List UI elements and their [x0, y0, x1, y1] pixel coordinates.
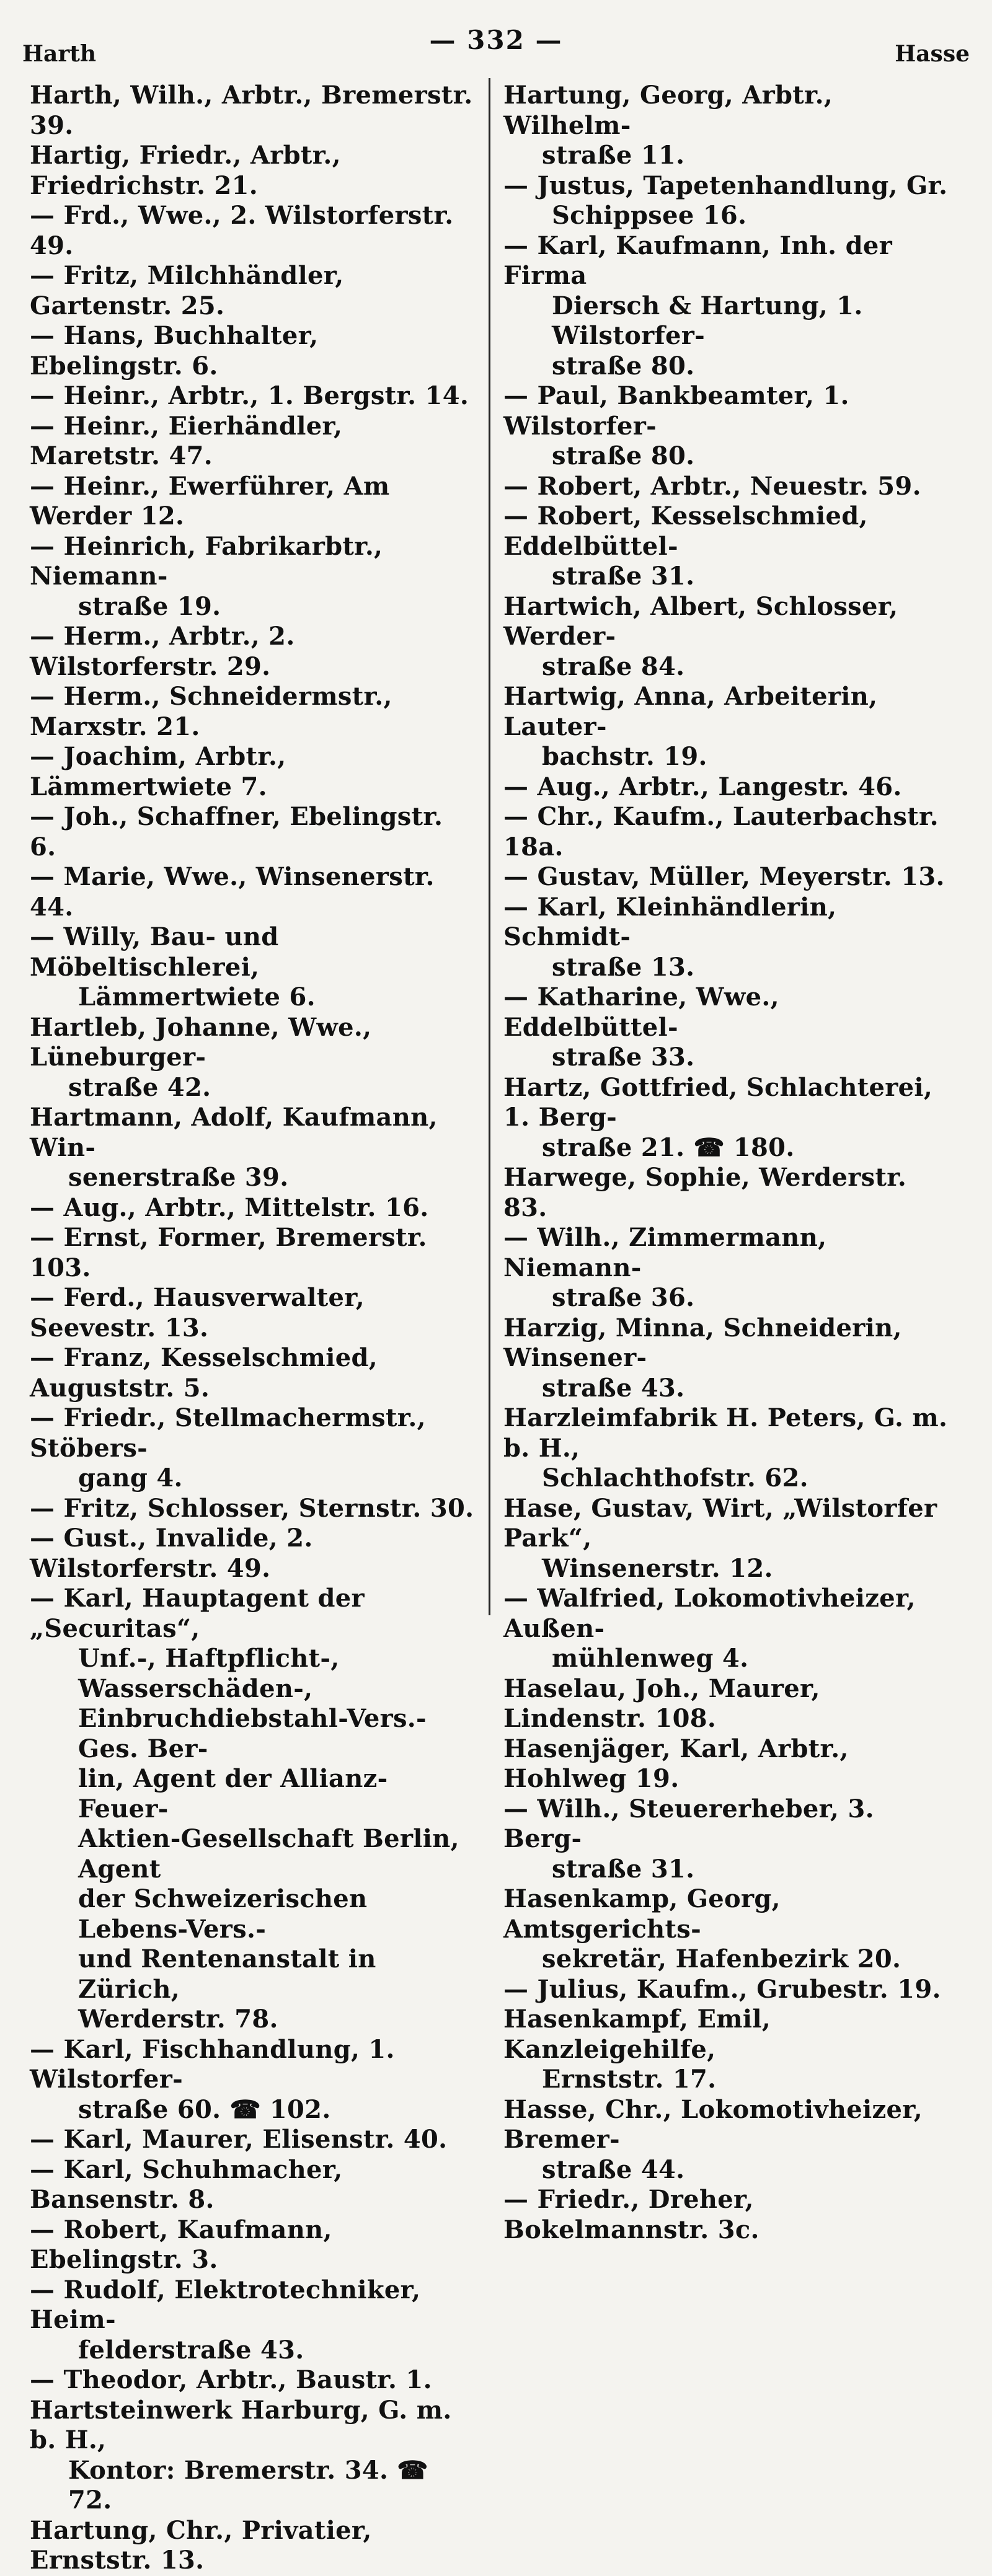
- entry-line: — Gustav, Müller, Meyerstr. 13.: [503, 862, 949, 893]
- directory-entry: [30, 622, 475, 682]
- directory-entry: [503, 592, 949, 682]
- directory-entry: [503, 682, 949, 772]
- directory-entry: [503, 982, 949, 1073]
- entry-line: — Frd., Wwe., 2. Wilstorferstr. 49.: [30, 201, 475, 261]
- entry-line: — Ernst, Former, Bremerstr. 103.: [30, 1223, 475, 1283]
- entry-line: — Karl, Hauptagent der „Securitas“,: [30, 1584, 475, 1644]
- header-right-keyword: Hasse: [895, 41, 970, 67]
- entry-continuation-line: straße 31.: [552, 562, 695, 591]
- entry-line: — Theodor, Arbtr., Baustr. 1.: [30, 2365, 475, 2396]
- entry-line: — Hans, Buchhalter, Ebelingstr. 6.: [30, 321, 475, 381]
- entry-line: — Karl, Maurer, Elisenstr. 40.: [30, 2125, 475, 2155]
- directory-entry: [30, 1013, 475, 1103]
- entry-line: Harth, Wilh., Arbtr., Bremerstr. 39.: [30, 81, 473, 140]
- directory-entry: [30, 1494, 475, 1524]
- entry-continuation-line: straße 80.: [552, 441, 695, 470]
- directory-entry: [30, 2516, 475, 2576]
- directory-entry: [503, 2185, 949, 2245]
- entry-continuation-line: mühlenweg 4.: [552, 1644, 749, 1673]
- directory-entry: [30, 2396, 475, 2516]
- entry-continuation-line: straße 33.: [552, 1043, 695, 1072]
- left-column: [30, 81, 475, 2576]
- directory-entry: [30, 321, 475, 381]
- directory-entry: [503, 802, 949, 862]
- directory-entry: [503, 472, 949, 502]
- entry-continuation-line: straße 21. ☎ 180.: [542, 1132, 795, 1162]
- directory-entry: [503, 1674, 949, 1734]
- entry-line: — Karl, Schuhmacher, Bansenstr. 8.: [30, 2155, 475, 2215]
- directory-entry: [503, 1223, 949, 1313]
- entry-line: Hase, Gustav, Wirt, „Wilstorfer Park“,: [503, 1493, 937, 1553]
- directory-entry: [30, 472, 475, 532]
- entry-continuation-line: Lämmertwiete 6.: [78, 982, 316, 1012]
- entry-line: — Willy, Bau- und Möbeltischlerei,: [30, 922, 475, 982]
- entry-line: Harzig, Minna, Schneiderin, Winsener-: [503, 1313, 902, 1372]
- entry-line: — Marie, Wwe., Winsenerstr. 44.: [30, 862, 475, 922]
- directory-entry: [503, 1163, 949, 1223]
- entry-continuation-line: Schlachthofstr. 62.: [542, 1463, 808, 1493]
- entry-line: Hartsteinwerk Harburg, G. m. b. H.,: [30, 2395, 452, 2455]
- entry-continuation-line: sekretär, Hafenbezirk 20.: [542, 1944, 901, 1974]
- entry-continuation-line: straße 31.: [552, 1854, 695, 1884]
- page-header: [0, 17, 992, 67]
- entry-line: — Rudolf, Elektrotechniker, Heim-: [30, 2275, 475, 2336]
- entry-continuation-line: straße 43.: [542, 1373, 685, 1403]
- directory-entry: [503, 893, 949, 983]
- entry-line: Hasse, Chr., Lokomotivheizer, Bremer-: [503, 2094, 923, 2154]
- directory-entry: [30, 1223, 475, 1283]
- directory-entry: [30, 862, 475, 922]
- entry-line: — Wilh., Steuererheber, 3. Berg-: [503, 1794, 949, 1855]
- entry-continuation-line: Aktien-Gesellschaft Berlin, Agent: [78, 1824, 459, 1884]
- entry-line: Hartung, Chr., Privatier, Ernststr. 13.: [30, 2515, 372, 2575]
- directory-entry: [30, 742, 475, 802]
- entry-line: Hartz, Gottfried, Schlachterei, 1. Berg-: [503, 1072, 933, 1132]
- entry-continuation-line: Diersch & Hartung, 1. Wilstorfer-: [552, 291, 863, 350]
- entry-continuation-line: Ernststr. 17.: [542, 2065, 717, 2094]
- directory-entry: [503, 1494, 949, 1584]
- entry-line: — Paul, Bankbeamter, 1. Wilstorfer-: [503, 381, 949, 441]
- entry-continuation-line: der Schweizerischen Lebens-Vers.-: [78, 1884, 368, 1944]
- directory-entry: [30, 2155, 475, 2215]
- entry-continuation-line: Schippsee 16.: [552, 201, 747, 230]
- directory-entry: [30, 1403, 475, 1494]
- directory-entry: [503, 1403, 949, 1494]
- directory-entry: [30, 2215, 475, 2275]
- entry-continuation-line: straße 11.: [542, 141, 685, 170]
- directory-entry: [503, 1584, 949, 1674]
- right-column: [503, 81, 949, 2245]
- entry-line: — Karl, Fischhandlung, 1. Wilstorfer-: [30, 2035, 475, 2095]
- entry-continuation-line: straße 44.: [542, 2155, 685, 2184]
- directory-entry: [30, 381, 475, 412]
- directory-entry: [30, 682, 475, 742]
- directory-entry: [30, 2035, 475, 2125]
- entry-continuation-line: Werderstr. 78.: [78, 2005, 278, 2034]
- directory-entry: [503, 501, 949, 592]
- entry-line: Hartig, Friedr., Arbtr., Friedrichstr. 21.: [30, 141, 341, 200]
- entry-line: — Walfried, Lokomotivheizer, Außen-: [503, 1584, 949, 1644]
- directory-entry: [30, 2125, 475, 2155]
- entry-line: Hasenjäger, Karl, Arbtr., Hohlweg 19.: [503, 1734, 849, 1793]
- entry-line: Hartung, Georg, Arbtr., Wilhelm-: [503, 81, 833, 140]
- directory-entry: [503, 231, 949, 382]
- directory-entry: [503, 772, 949, 803]
- directory-entry: [503, 1734, 949, 1794]
- directory-entry: [30, 922, 475, 1013]
- entry-line: — Justus, Tapetenhandlung, Gr.: [503, 171, 949, 201]
- entry-line: Hartmann, Adolf, Kaufmann, Win-: [30, 1103, 438, 1162]
- entry-continuation-line: straße 13.: [552, 952, 695, 982]
- entry-line: — Aug., Arbtr., Langestr. 46.: [503, 772, 949, 803]
- entry-line: — Herm., Schneidermstr., Marxstr. 21.: [30, 682, 475, 742]
- entry-continuation-line: straße 42.: [68, 1072, 211, 1102]
- entry-line: — Joh., Schaffner, Ebelingstr. 6.: [30, 802, 475, 862]
- entry-continuation-line: straße 84.: [542, 651, 685, 681]
- directory-entry: [503, 81, 949, 171]
- entry-continuation-line: Kontor: Bremerstr. 34. ☎ 72.: [68, 2455, 428, 2515]
- entry-line: — Heinr., Ewerführer, Am Werder 12.: [30, 472, 475, 532]
- entry-line: Hartwich, Albert, Schlosser, Werder-: [503, 591, 898, 651]
- directory-entry: [503, 2005, 949, 2095]
- directory-entry: [503, 171, 949, 231]
- header-left-keyword: Harth: [22, 41, 97, 67]
- entry-continuation-line: senerstraße 39.: [68, 1163, 289, 1192]
- entry-line: — Karl, Kleinhändlerin, Schmidt-: [503, 893, 949, 953]
- directory-entry: [30, 201, 475, 261]
- entry-line: — Wilh., Zimmermann, Niemann-: [503, 1223, 949, 1283]
- entry-line: — Friedr., Dreher, Bokelmannstr. 3c.: [503, 2185, 949, 2245]
- directory-entry: [503, 1975, 949, 2005]
- directory-entry: [30, 802, 475, 862]
- entry-line: — Aug., Arbtr., Mittelstr. 16.: [30, 1193, 475, 1224]
- entry-line: — Heinrich, Fabrikarbtr., Niemann-: [30, 532, 475, 592]
- entry-line: — Robert, Kaufmann, Ebelingstr. 3.: [30, 2215, 475, 2275]
- directory-entry: [30, 532, 475, 622]
- entry-continuation-line: bachstr. 19.: [542, 742, 707, 771]
- entry-continuation-line: Winsenerstr. 12.: [542, 1553, 773, 1583]
- entry-line: — Julius, Kaufm., Grubestr. 19.: [503, 1975, 949, 2005]
- directory-entry: [30, 412, 475, 472]
- entry-line: Harzleimfabrik H. Peters, G. m. b. H.,: [503, 1403, 948, 1463]
- directory-entry: [30, 261, 475, 321]
- directory-entry: [30, 141, 475, 201]
- entry-line: — Joachim, Arbtr., Lämmertwiete 7.: [30, 742, 475, 802]
- column-divider: [489, 78, 490, 1615]
- entry-line: — Heinr., Eierhändler, Maretstr. 47.: [30, 412, 475, 472]
- entry-continuation-line: gang 4.: [78, 1463, 183, 1493]
- directory-entry: [30, 1283, 475, 1343]
- entry-line: — Katharine, Wwe., Eddelbüttel-: [503, 982, 949, 1043]
- entry-continuation-line: Unf.-, Haftpflicht-, Wasserschäden-,: [78, 1644, 340, 1703]
- directory-entry: [30, 81, 475, 141]
- entry-continuation-line: straße 80.: [552, 351, 695, 381]
- directory-entry: [503, 1794, 949, 1885]
- directory-entry: [30, 1584, 475, 2035]
- entry-line: — Heinr., Arbtr., 1. Bergstr. 14.: [30, 381, 475, 412]
- entry-continuation-line: Einbruchdiebstahl-Vers.-Ges. Ber-: [78, 1704, 427, 1763]
- entry-continuation-line: lin, Agent der Allianz-Feuer-: [78, 1764, 388, 1824]
- entry-line: — Franz, Kesselschmied, Auguststr. 5.: [30, 1343, 475, 1403]
- entry-continuation-line: und Rentenanstalt in Zürich,: [78, 1944, 376, 2004]
- entry-line: — Robert, Arbtr., Neuestr. 59.: [503, 472, 949, 502]
- entry-line: — Fritz, Milchhändler, Gartenstr. 25.: [30, 261, 475, 321]
- entry-line: Hartwig, Anna, Arbeiterin, Lauter-: [503, 682, 878, 741]
- directory-entry: [30, 1193, 475, 1224]
- entry-line: — Ferd., Hausverwalter, Seevestr. 13.: [30, 1283, 475, 1343]
- entry-continuation-line: felderstraße 43.: [78, 2335, 304, 2365]
- directory-entry: [30, 1103, 475, 1193]
- entry-line: — Gust., Invalide, 2. Wilstorferstr. 49.: [30, 1524, 475, 1584]
- directory-entry: [503, 381, 949, 472]
- entry-line: — Robert, Kesselschmied, Eddelbüttel-: [503, 501, 949, 562]
- entry-line: — Fritz, Schlosser, Sternstr. 30.: [30, 1494, 475, 1524]
- entry-continuation-line: straße 36.: [552, 1283, 695, 1312]
- entry-line: — Friedr., Stellmachermstr., Stöbers-: [30, 1403, 475, 1463]
- directory-entry: [503, 862, 949, 893]
- directory-entry: [30, 1524, 475, 1584]
- entry-line: — Karl, Kaufmann, Inh. der Firma: [503, 231, 949, 291]
- entry-line: Harwege, Sophie, Werderstr. 83.: [503, 1163, 907, 1222]
- entry-line: — Herm., Arbtr., 2. Wilstorferstr. 29.: [30, 622, 475, 682]
- entry-line: Hasenkamp, Georg, Amtsgerichts-: [503, 1884, 781, 1944]
- directory-entry: [30, 2365, 475, 2396]
- directory-entry: [503, 1313, 949, 1404]
- entry-continuation-line: straße 19.: [78, 591, 221, 621]
- directory-entry: [30, 1343, 475, 1403]
- page-number: — 332 —: [429, 25, 563, 55]
- entry-line: Haselau, Joh., Maurer, Lindenstr. 108.: [503, 1674, 820, 1733]
- entry-line: — Chr., Kaufm., Lauterbachstr. 18a.: [503, 802, 949, 862]
- entry-line: Hartleb, Johanne, Wwe., Lüneburger-: [30, 1012, 372, 1072]
- directory-entry: [30, 2275, 475, 2366]
- entry-line: Hasenkampf, Emil, Kanzleigehilfe,: [503, 2005, 771, 2064]
- directory-entry: [503, 2095, 949, 2186]
- directory-entry: [503, 1073, 949, 1163]
- directory-entry: [503, 1884, 949, 1975]
- entry-continuation-line: straße 60. ☎ 102.: [78, 2094, 331, 2124]
